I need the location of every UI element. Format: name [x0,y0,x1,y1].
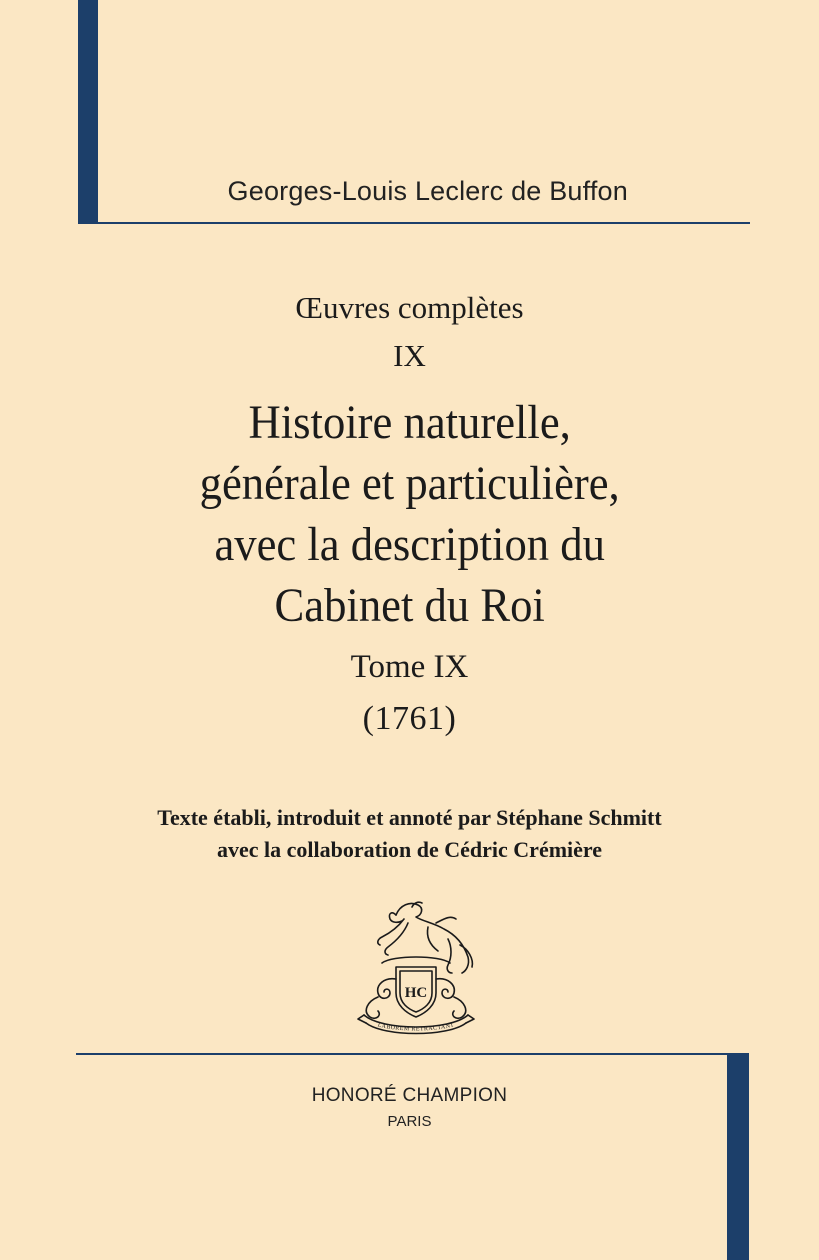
publisher-city: PARIS [387,1113,432,1130]
left-accent-bar [78,0,98,224]
publication-year: (1761) [362,700,457,737]
bottom-divider [76,1053,749,1055]
tome-label: Tome IX [350,649,469,685]
title-line: Cabinet du Roi [274,579,545,632]
title-line: Histoire naturelle, [248,396,571,449]
editor-credits [0,802,819,866]
top-divider [98,222,750,224]
publisher-name: HONORÉ CHAMPION [311,1085,508,1106]
title-line: générale et particulière, [199,457,620,510]
horse-crest-emblem-icon [352,893,480,1039]
credit-line: Texte établi, introduit et annoté par Stéphane Schmitt [157,805,662,830]
title-line: avec la description du [214,518,605,571]
book-title [29,392,791,636]
series-title: Œuvres complètes [295,290,524,325]
logo-monogram: HC [404,985,428,1001]
volume-number: IX [393,338,426,373]
author-name: Georges-Louis Leclerc de Buffon [227,176,628,206]
logo-motto: LABOREM RETRACTANT [376,1022,456,1033]
credit-line: avec la collaboration de Cédric Crémière [216,837,603,862]
